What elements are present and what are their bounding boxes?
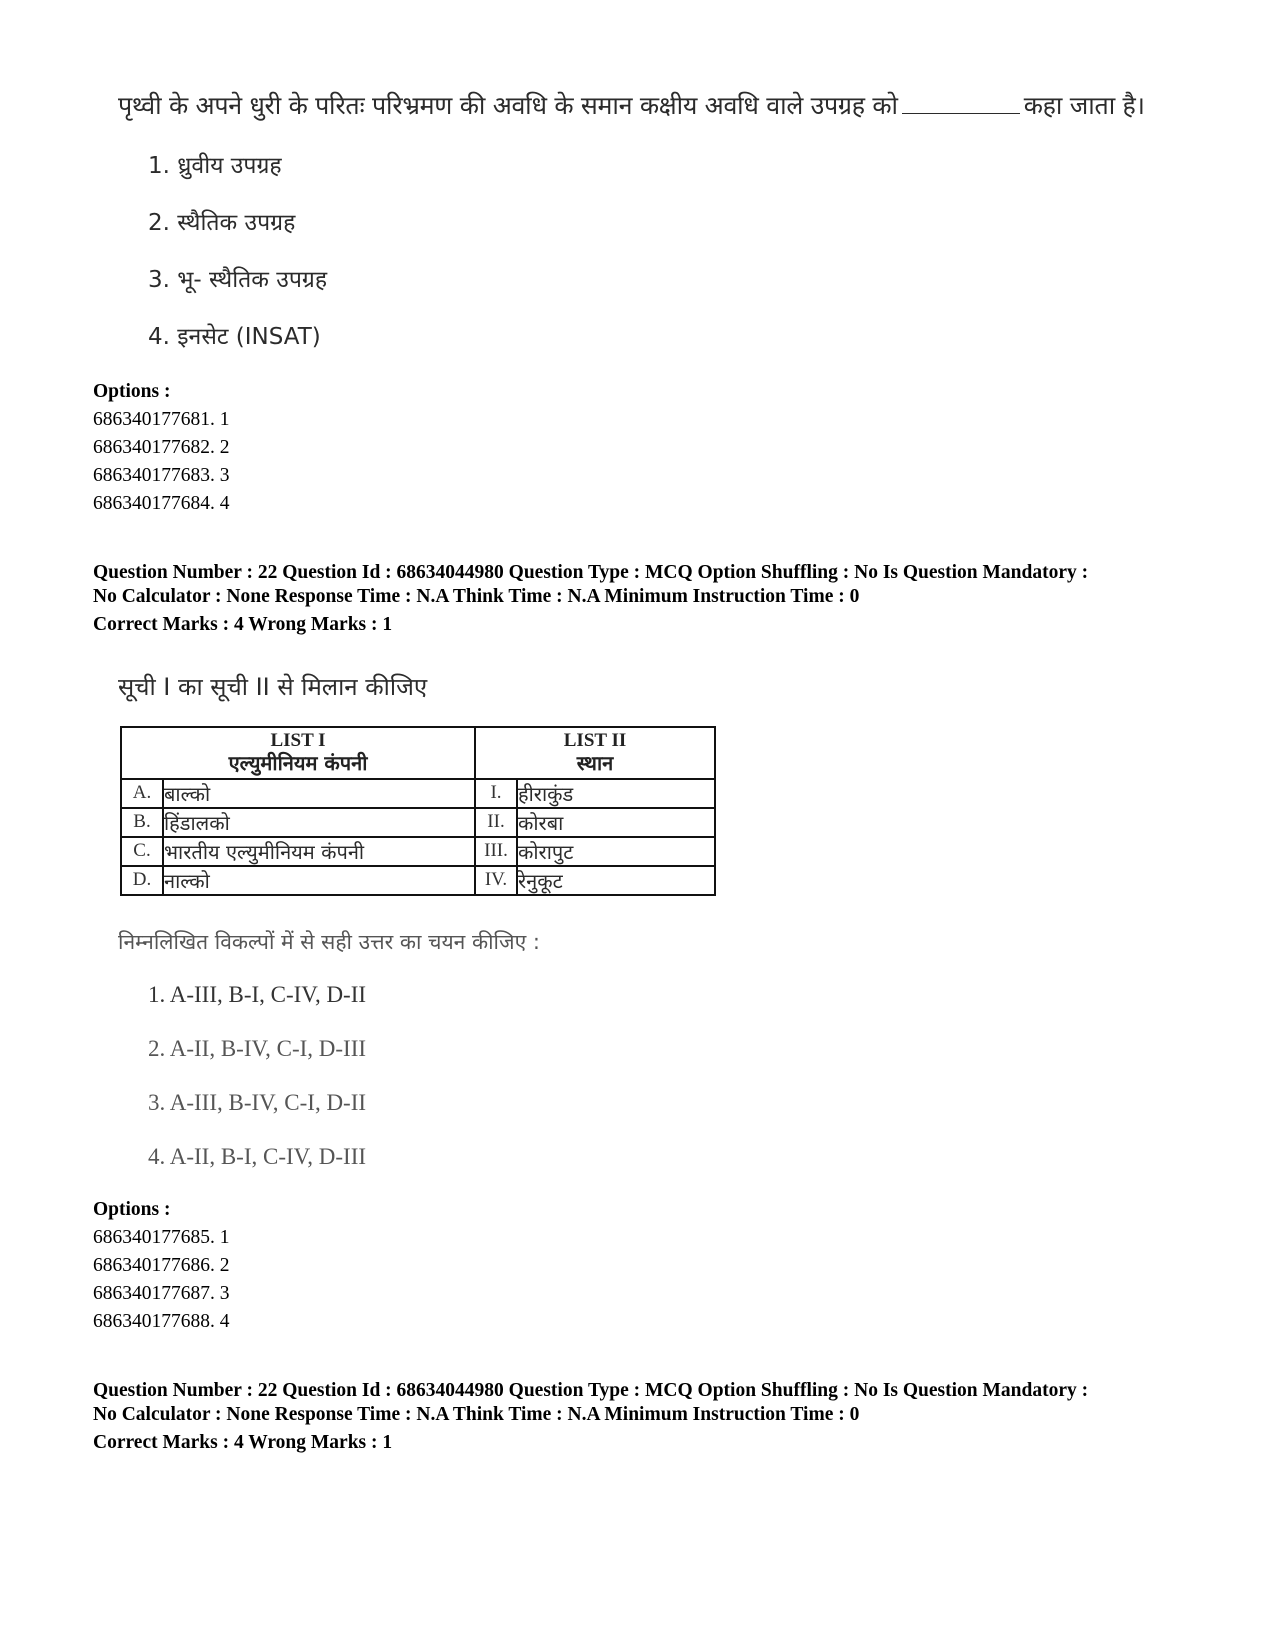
- question-stem: [118, 88, 1145, 122]
- row-value-2: कोरबा: [517, 808, 715, 837]
- option-id-2: 686340177686. 2: [93, 1255, 230, 1276]
- list-1-header: [121, 727, 475, 779]
- question-meta-line-1: Question Number : 22 Question Id : 68634044980 Question Type : MCQ Option Shuffling : No Is Question Mandatory :: [93, 1380, 1089, 1401]
- option-id-3: 686340177683. 3: [93, 465, 230, 486]
- list-1-title: LIST I: [270, 730, 326, 751]
- option-id-2: 686340177682. 2: [93, 437, 230, 458]
- table-header-row: [121, 727, 715, 779]
- question-option-3: 3. A-III, B-IV, C-I, D-II: [148, 1090, 367, 1115]
- question-option-4: 4. A-II, B-I, C-IV, D-III: [148, 1144, 367, 1169]
- question-meta-line-1: Question Number : 22 Question Id : 68634044980 Question Type : MCQ Option Shuffling : No Is Question Mandatory :: [93, 562, 1089, 583]
- option-id-1: 686340177685. 1: [93, 1227, 230, 1248]
- question-option-2: 2. स्थैतिक उपग्रह: [148, 210, 296, 236]
- question-meta-line-2: No Calculator : None Response Time : N.A Think Time : N.A Minimum Instruction Time : 0: [93, 1404, 860, 1425]
- row-value-1: नाल्को: [163, 866, 475, 895]
- instruction-text: निम्नलिखित विकल्पों में से सही उत्तर का चयन कीजिए :: [118, 930, 540, 954]
- list-2-title: LIST II: [563, 730, 627, 751]
- row-key-2: III.: [475, 837, 517, 866]
- row-value-1: भारतीय एल्युमीनियम कंपनी: [163, 837, 475, 866]
- marks-line: Correct Marks : 4 Wrong Marks : 1: [93, 1432, 393, 1453]
- row-value-2: कोरापुट: [517, 837, 715, 866]
- marks-line: Correct Marks : 4 Wrong Marks : 1: [93, 614, 393, 635]
- option-id-4: 686340177684. 4: [93, 493, 230, 514]
- answer-blank: [902, 91, 1020, 114]
- row-value-1: हिंडालको: [163, 808, 475, 837]
- table-row: [121, 866, 715, 895]
- table-row: [121, 837, 715, 866]
- options-label: Options :: [93, 381, 171, 402]
- question-stem: सूची I का सूची II से मिलान कीजिए: [118, 673, 428, 701]
- row-value-2: रेनुकूट: [517, 866, 715, 895]
- option-id-3: 686340177687. 3: [93, 1283, 230, 1304]
- options-label: Options :: [93, 1199, 171, 1220]
- question-meta-line-2: No Calculator : None Response Time : N.A Think Time : N.A Minimum Instruction Time : 0: [93, 586, 860, 607]
- option-id-4: 686340177688. 4: [93, 1311, 230, 1332]
- table-row: [121, 808, 715, 837]
- list-2-subtitle: स्थान: [576, 750, 614, 775]
- row-key-2: IV.: [475, 866, 517, 895]
- row-key-1: D.: [121, 866, 163, 895]
- question-option-4: 4. इनसेट (INSAT): [148, 324, 321, 350]
- stem-text-after: कहा जाता है।: [1023, 91, 1145, 120]
- question-option-3: 3. भू- स्थैतिक उपग्रह: [148, 267, 328, 293]
- row-key-2: II.: [475, 808, 517, 837]
- row-key-1: C.: [121, 837, 163, 866]
- row-key-1: B.: [121, 808, 163, 837]
- match-table: [120, 726, 716, 896]
- row-value-1: बाल्को: [163, 779, 475, 808]
- list-2-header: [475, 727, 715, 779]
- question-option-1: 1. ध्रुवीय उपग्रह: [148, 153, 282, 179]
- row-key-2: I.: [475, 779, 517, 808]
- question-option-2: 2. A-II, B-IV, C-I, D-III: [148, 1036, 367, 1061]
- row-value-2: हीराकुंड: [517, 779, 715, 808]
- table-row: [121, 779, 715, 808]
- row-key-1: A.: [121, 779, 163, 808]
- option-id-1: 686340177681. 1: [93, 409, 230, 430]
- stem-text-before: पृथ्वी के अपने धुरी के परितः परिभ्रमण की अवधि के समान कक्षीय अवधि वाले उपग्रह को: [118, 91, 898, 120]
- list-1-subtitle: एल्युमीनियम कंपनी: [228, 750, 368, 775]
- question-option-1: 1. A-III, B-I, C-IV, D-II: [148, 982, 367, 1007]
